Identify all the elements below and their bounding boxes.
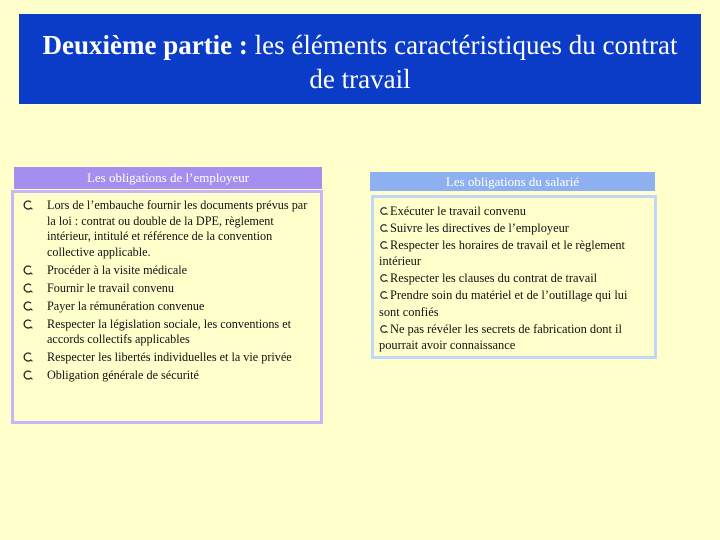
employer-panel <box>11 190 323 424</box>
list-item <box>14 317 314 348</box>
c-bullet-icon <box>22 318 34 330</box>
c-bullet-icon <box>22 351 34 363</box>
employee-item-text: Respecter les horaires de travail et le règlement intérieur <box>379 237 625 269</box>
employer-item-text: Lors de l’embauche fournir les documents prévus par la loi : contrat ou double de la DPE, règlement intérieur, intitulé et référence de la convention collective applicable. <box>47 198 308 259</box>
c-bullet-icon <box>379 206 389 216</box>
employer-item-text: Procéder à la visite médicale <box>47 262 188 277</box>
c-bullet-icon <box>379 240 389 250</box>
employee-item-text: Respecter les clauses du contrat de travail <box>390 271 598 286</box>
employer-list <box>14 198 314 386</box>
c-bullet-icon <box>379 273 389 283</box>
employer-item-text: Obligation générale de sécurité <box>47 368 199 382</box>
list-item <box>379 270 650 287</box>
slide-title <box>19 14 701 104</box>
list-item <box>14 281 314 297</box>
title-bold: Deuxième partie : <box>42 30 248 60</box>
title-rest-line2: de travail <box>309 64 411 94</box>
employee-item-text: Prendre soin du matériel et de l’outillage qui lui sont confiés <box>379 287 628 319</box>
list-item <box>379 220 650 237</box>
list-item <box>14 350 314 366</box>
employee-list <box>374 198 650 354</box>
employer-header: Les obligations de l’employeur <box>14 167 322 189</box>
list-item <box>14 198 314 260</box>
list-item <box>379 287 650 321</box>
title-rest-line1: les éléments caractéristiques du contrat <box>247 30 678 60</box>
employer-item-text: Respecter la législation sociale, les conventions et accords collectifs applicables <box>47 316 292 346</box>
employee-header: Les obligations du salarié <box>370 172 655 191</box>
list-item <box>14 299 314 315</box>
employee-item-text: Exécuter le travail convenu <box>390 204 526 218</box>
c-bullet-icon <box>379 223 389 233</box>
c-bullet-icon <box>22 282 34 294</box>
list-item <box>14 263 314 279</box>
list-item <box>379 203 650 220</box>
c-bullet-icon <box>22 264 34 276</box>
employee-panel <box>371 195 657 359</box>
c-bullet-icon <box>379 290 389 300</box>
c-bullet-icon <box>22 300 34 312</box>
list-item <box>379 237 650 271</box>
employer-item-text: Fournir le travail convenu <box>47 280 174 295</box>
employee-item-text: Ne pas révéler les secrets de fabrication dont il pourrait avoir connaissance <box>379 321 622 353</box>
c-bullet-icon <box>22 199 34 211</box>
employer-item-text: Respecter les libertés individuelles et la vie privée <box>47 350 292 364</box>
employer-item-text: Payer la rémunération convenue <box>47 298 205 313</box>
employee-item-text: Suivre les directives de l’employeur <box>390 220 569 235</box>
list-item <box>379 321 650 355</box>
list-item <box>14 368 314 384</box>
c-bullet-icon <box>379 324 389 334</box>
c-bullet-icon <box>22 369 34 381</box>
